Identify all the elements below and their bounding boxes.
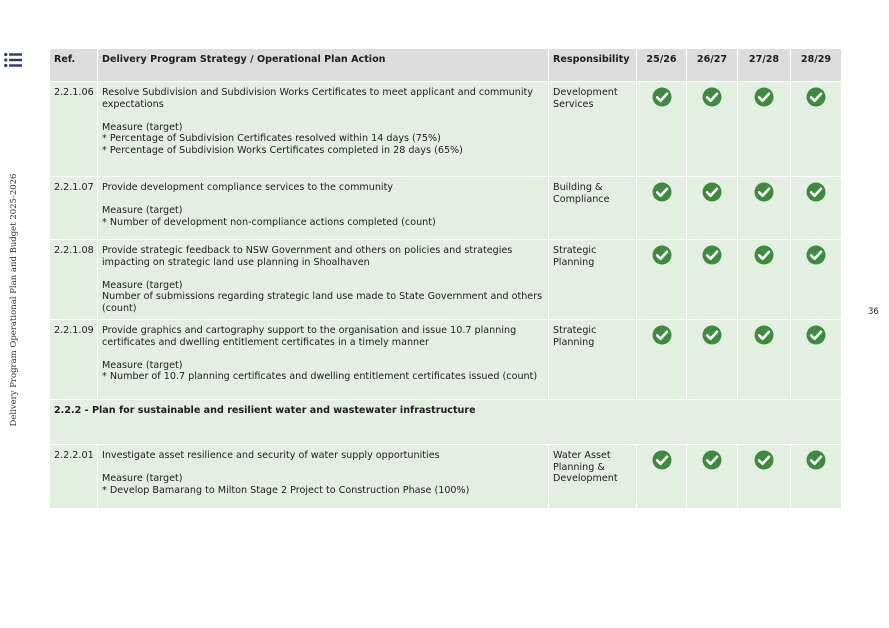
year-tick-cell	[738, 445, 791, 509]
row-responsibility: Water Asset Planning & Development	[549, 445, 637, 509]
header-year-2627: 26/27	[687, 49, 738, 82]
check-icon	[652, 87, 672, 107]
section-header-row	[50, 400, 842, 445]
measure-item: * Percentage of Subdivision Certificates resolved within 14 days (75%)	[102, 133, 441, 144]
row-ref: 2.2.1.09	[50, 320, 98, 400]
action-text: Investigate asset resilience and security of water supply opportunities	[102, 450, 440, 461]
year-tick-cell	[738, 320, 791, 400]
action-text: Provide graphics and cartography support to the organisation and issue 10.7 planning certificates and dwelling entitlement certificates in a timely manner	[102, 325, 517, 348]
row-responsibility: Development Services	[549, 82, 637, 177]
table-row	[50, 320, 842, 400]
year-tick-cell	[791, 320, 842, 400]
check-icon	[702, 182, 722, 202]
header-action: Delivery Program Strategy / Operational Plan Action	[98, 49, 549, 82]
row-ref: 2.2.1.06	[50, 82, 98, 177]
year-tick-cell	[637, 240, 687, 320]
check-icon	[806, 245, 826, 265]
header-year-2728: 27/28	[738, 49, 791, 82]
year-tick-cell	[687, 320, 738, 400]
check-icon	[652, 450, 672, 470]
measure-label: Measure (target)	[102, 279, 183, 291]
year-tick-cell	[637, 445, 687, 509]
page-number: 36	[868, 307, 879, 317]
year-tick-cell	[637, 320, 687, 400]
measure-label: Measure (target)	[102, 473, 183, 484]
year-tick-cell	[738, 82, 791, 177]
check-icon	[702, 245, 722, 265]
check-icon	[754, 182, 774, 202]
check-icon	[806, 450, 826, 470]
table-row	[50, 445, 842, 509]
year-tick-cell	[791, 240, 842, 320]
check-icon	[754, 245, 774, 265]
check-icon	[652, 182, 672, 202]
action-text: Provide strategic feedback to NSW Government and others on policies and strategies impacting on strategic land use planning in Shoalhaven	[102, 245, 513, 268]
row-ref: 2.2.1.07	[50, 177, 98, 240]
document-title-vertical: Delivery Program Operational Plan and Budget 2025-2026	[9, 173, 19, 427]
check-icon	[754, 325, 774, 345]
year-tick-cell	[738, 177, 791, 240]
year-tick-cell	[791, 177, 842, 240]
year-tick-cell	[637, 177, 687, 240]
check-icon	[806, 182, 826, 202]
operational-plan-table	[49, 48, 842, 509]
row-action-cell	[98, 320, 549, 400]
table-header-row	[50, 49, 842, 82]
section-title: 2.2.2 - Plan for sustainable and resilient water and wastewater infrastructure	[50, 400, 842, 445]
measure-item: * Develop Bamarang to Milton Stage 2 Project to Construction Phase (100%)	[102, 484, 470, 496]
table-row	[50, 177, 842, 240]
header-responsibility: Responsibility	[549, 49, 637, 82]
check-icon	[652, 325, 672, 345]
measure-label: Measure (target)	[102, 205, 183, 216]
measure-item: * Number of 10.7 planning certificates and dwelling entitlement certificates issued (count)	[102, 371, 538, 382]
row-responsibility: Strategic Planning	[549, 240, 637, 320]
check-icon	[806, 87, 826, 107]
list-menu-icon[interactable]	[4, 52, 22, 68]
row-action-cell	[98, 82, 549, 177]
header-ref: Ref.	[50, 49, 98, 82]
check-icon	[702, 450, 722, 470]
year-tick-cell	[738, 240, 791, 320]
row-ref: 2.2.1.08	[50, 240, 98, 320]
check-icon	[806, 325, 826, 345]
row-action-cell	[98, 445, 549, 509]
year-tick-cell	[687, 240, 738, 320]
header-year-2829: 28/29	[791, 49, 842, 82]
check-icon	[652, 245, 672, 265]
header-year-2526: 25/26	[637, 49, 687, 82]
year-tick-cell	[637, 82, 687, 177]
measure-item: * Percentage of Subdivision Works Certificates completed in 28 days (65%)	[102, 144, 463, 156]
check-icon	[754, 87, 774, 107]
check-icon	[702, 325, 722, 345]
action-text: Provide development compliance services to the community	[102, 182, 394, 193]
row-action-cell	[98, 240, 549, 320]
check-icon	[702, 87, 722, 107]
year-tick-cell	[687, 177, 738, 240]
year-tick-cell	[687, 445, 738, 509]
check-icon	[754, 450, 774, 470]
measure-item: * Number of development non-compliance actions completed (count)	[102, 216, 436, 228]
measure-label: Measure (target)	[102, 121, 183, 133]
row-action-cell	[98, 177, 549, 240]
year-tick-cell	[687, 82, 738, 177]
year-tick-cell	[791, 445, 842, 509]
table-row	[50, 240, 842, 320]
measure-label: Measure (target)	[102, 359, 183, 371]
table-row	[50, 82, 842, 177]
row-responsibility: Strategic Planning	[549, 320, 637, 400]
row-ref: 2.2.2.01	[50, 445, 98, 509]
action-text: Resolve Subdivision and Subdivision Works Certificates to meet applicant and community expectations	[102, 87, 533, 110]
measure-item: Number of submissions regarding strategic land use made to State Government and others (count)	[102, 291, 543, 314]
year-tick-cell	[791, 82, 842, 177]
row-responsibility: Building & Compliance	[549, 177, 637, 240]
